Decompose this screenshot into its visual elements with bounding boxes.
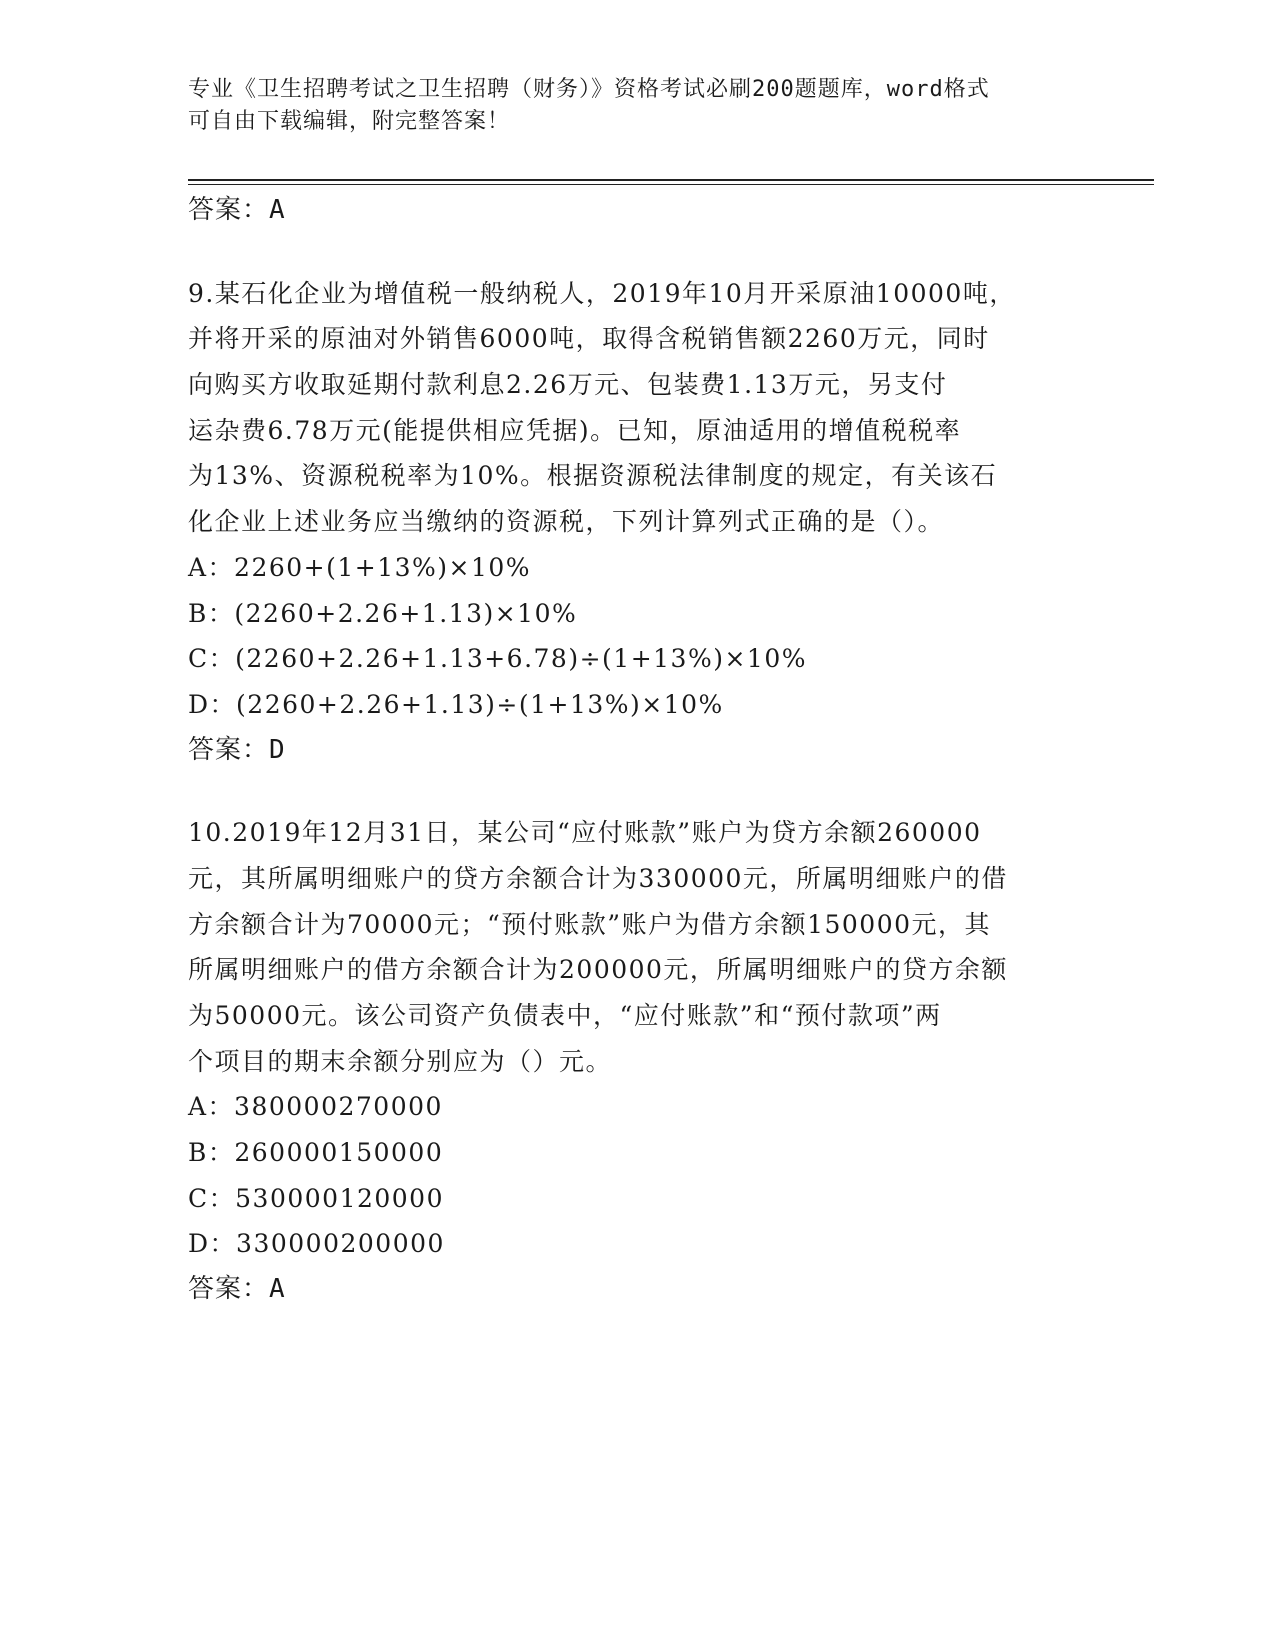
spacer xyxy=(188,773,1088,810)
question-content xyxy=(188,188,1088,1313)
header-divider-thick xyxy=(188,179,1154,181)
header-line-2: 可自由下载编辑，附完整答案！ xyxy=(188,109,511,134)
question-line: 所属明细账户的借方余额合计为200000元，所属明细账户的贷方余额 xyxy=(188,955,1008,985)
question-line: 并将开采的原油对外销售6000吨，取得含税销售额2260万元，同时 xyxy=(188,324,990,354)
header-divider-thin xyxy=(188,184,1154,185)
question-line: 向购买方收取延期付款利息2.26万元、包装费1.13万元，另支付 xyxy=(188,370,948,400)
question-line: 为50000元。该公司资产负债表中，“应付账款”和“预付款项”两 xyxy=(188,1001,942,1030)
option-c: C：(2260+2.26+1.13+6.78)÷(1+13%)×10% xyxy=(188,644,807,674)
question-line: 个项目的期末余额分别应为（）元。 xyxy=(188,1046,613,1076)
question-line: 9.某石化企业为增值税一般纳税人，2019年10月开采原油10000吨， xyxy=(188,278,1016,308)
question-line: 元，其所属明细账户的贷方余额合计为330000元，所属明细账户的借 xyxy=(188,863,1008,893)
header-line-1: 专业《卫生招聘考试之卫生招聘（财务）》资格考试必刷200题题库，word格式 xyxy=(188,77,990,102)
option-a: A：2260+(1+13%)×10% xyxy=(188,552,532,582)
spacer xyxy=(188,234,1088,271)
question-9 xyxy=(188,271,1088,774)
document-header xyxy=(188,74,1088,138)
question-9-answer: 答案：D xyxy=(188,734,286,765)
question-line: 10.2019年12月31日，某公司“应付账款”账户为贷方余额260000 xyxy=(188,818,982,848)
question-line: 方余额合计为70000元；“预付账款”账户为借方余额150000元，其 xyxy=(188,909,992,939)
option-b: B：(2260+2.26+1.13)×10% xyxy=(188,598,578,628)
option-d: D：(2260+2.26+1.13)÷(1+13%)×10% xyxy=(188,689,724,719)
question-line: 运杂费6.78万元(能提供相应凭据)。已知，原油适用的增值税税率 xyxy=(188,415,962,445)
option-d: D：330000200000 xyxy=(188,1229,445,1259)
question-line: 化企业上述业务应当缴纳的资源税，下列计算列式正确的是（）。 xyxy=(188,507,945,537)
previous-answer: 答案：A xyxy=(188,195,286,225)
option-a: A：380000270000 xyxy=(188,1092,443,1122)
question-10-answer: 答案：A xyxy=(188,1274,286,1305)
option-b: B：260000150000 xyxy=(188,1138,444,1168)
question-line: 为13%、资源税税率为10%。根据资源税法律制度的规定，有关该石 xyxy=(188,461,998,491)
option-c: C：530000120000 xyxy=(188,1183,444,1213)
question-10 xyxy=(188,810,1088,1313)
